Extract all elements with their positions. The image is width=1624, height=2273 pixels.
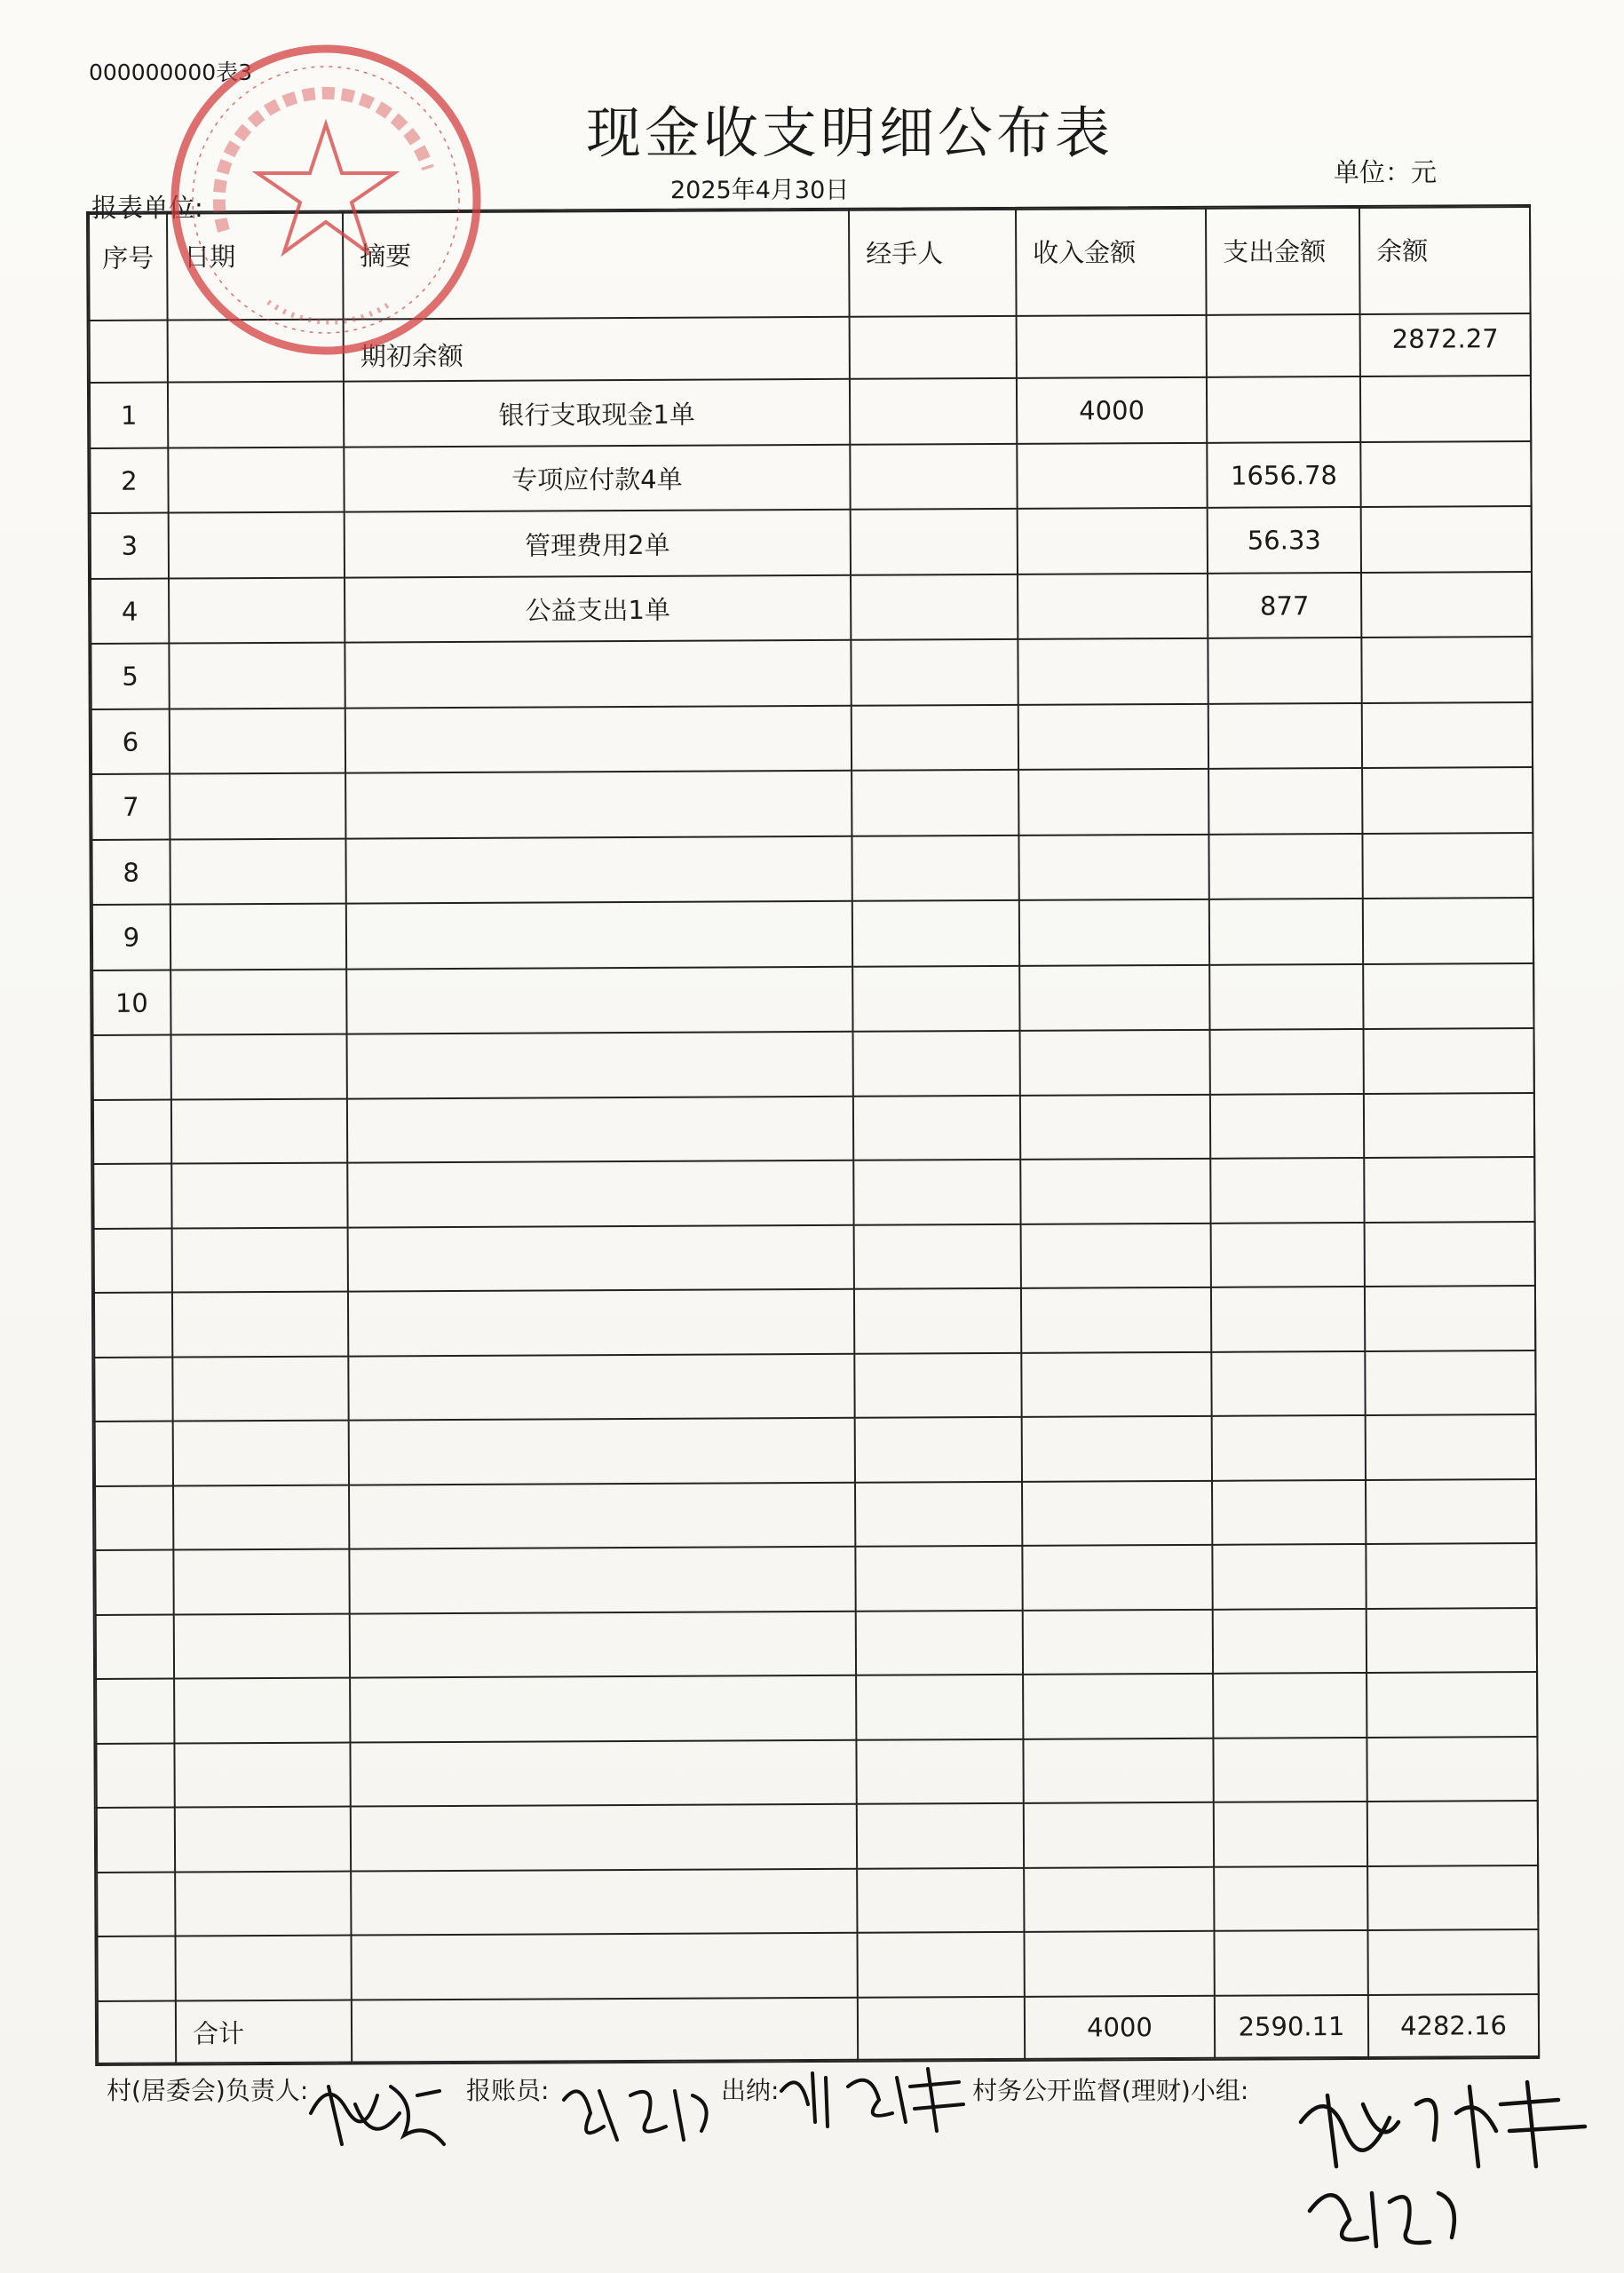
blank-row: [93, 1029, 1534, 1100]
row-expense: 877: [1208, 573, 1361, 638]
table-cell: [853, 1031, 1020, 1096]
table-cell: [349, 1483, 855, 1549]
table-cell: [856, 1675, 1023, 1739]
table-cell: [1214, 1802, 1367, 1866]
table-cell: [1022, 1545, 1212, 1611]
table-row: [90, 441, 1531, 513]
row-balance: [1361, 572, 1532, 638]
table-cell: [1365, 1286, 1535, 1350]
table-cell: [1367, 1865, 1538, 1930]
row-expense: [1208, 638, 1361, 703]
table-cell: [174, 1742, 350, 1807]
table-cell: [352, 1998, 858, 2063]
row-summary: 银行支取现金1单: [344, 379, 850, 447]
row-balance: [1362, 833, 1533, 899]
row-expense: [1208, 768, 1362, 834]
total-balance: 4282.16: [1368, 1994, 1539, 2057]
row-handler: [852, 966, 1019, 1032]
report-unit-label: 报表单位:: [91, 193, 203, 223]
blank-row: [94, 1286, 1535, 1357]
table-cell: [347, 1160, 853, 1227]
table-cell: [857, 1803, 1024, 1868]
table-cell: [856, 1739, 1023, 1804]
table-cell: [855, 1546, 1022, 1611]
column-header-income: 收入金额: [1016, 209, 1207, 316]
row-income: [1019, 965, 1209, 1032]
table-cell: [175, 1936, 351, 2001]
column-header-expense: 支出金额: [1206, 208, 1360, 315]
table-cell: [853, 1096, 1020, 1160]
table-cell: [1021, 1352, 1211, 1418]
table-cell: [173, 1485, 349, 1549]
row-expense: [1208, 834, 1362, 899]
row-date: [168, 382, 344, 447]
table-row: [91, 572, 1532, 644]
total-income: 4000: [1025, 1996, 1215, 2059]
table-cell: [350, 1612, 856, 1678]
table-cell: [1367, 1672, 1537, 1737]
table-cell: [171, 1099, 347, 1164]
row-date: [168, 447, 344, 513]
table-row: [90, 376, 1531, 448]
opening-balance-value: 2872.27: [1360, 313, 1531, 376]
blank-row: [97, 1801, 1538, 1872]
table-cell: [95, 1422, 173, 1486]
table-cell: [1207, 314, 1360, 377]
table-cell: [1365, 1222, 1535, 1287]
row-seq: 5: [91, 644, 169, 709]
row-handler: [850, 444, 1017, 510]
row-seq: 7: [91, 774, 170, 840]
table-cell: [1024, 1931, 1214, 1997]
column-header-handler: 经手人: [849, 210, 1017, 317]
table-cell: [348, 1354, 854, 1421]
table-cell: [1211, 1351, 1365, 1416]
table-cell: [173, 1421, 349, 1485]
opening-balance-label: 期初余额: [344, 317, 850, 382]
row-date: [170, 773, 345, 839]
total-row: [98, 1994, 1539, 2063]
cashier-signature-label: 出纳:: [721, 2076, 780, 2105]
row-summary: [345, 706, 852, 773]
row-income: [1018, 704, 1208, 771]
table-cell: [96, 1743, 174, 1808]
row-income: [1018, 638, 1208, 705]
row-balance: [1361, 638, 1532, 703]
table-cell: [1022, 1481, 1212, 1547]
accountant-signature-label: 报账员:: [466, 2076, 550, 2105]
blank-row: [94, 1350, 1535, 1422]
table-cell: [351, 1869, 857, 1936]
blank-row: [94, 1222, 1535, 1293]
table-cell: [1367, 1801, 1538, 1865]
row-income: 4000: [1017, 377, 1207, 444]
row-handler: [851, 509, 1018, 574]
table-cell: [1210, 1094, 1364, 1159]
table-cell: [1212, 1415, 1366, 1480]
row-handler: [852, 705, 1018, 771]
table-cell: [1213, 1609, 1367, 1674]
table-cell: [854, 1224, 1021, 1289]
table-cell: [1214, 1930, 1367, 1996]
total-label: 合计: [176, 2000, 352, 2063]
table-cell: [95, 1550, 173, 1615]
supervision-group-label: 村务公开监督(理财)小组:: [972, 2076, 1249, 2105]
table-cell: [1024, 1867, 1214, 1933]
table-cell: [854, 1288, 1021, 1353]
row-balance: [1362, 768, 1533, 834]
column-header-seq: 序号: [89, 214, 168, 321]
row-income: [1018, 769, 1208, 836]
row-balance: [1363, 963, 1533, 1029]
table-cell: [348, 1289, 854, 1356]
row-expense: [1207, 376, 1360, 442]
table-cell: [1213, 1738, 1367, 1802]
row-summary: [345, 640, 851, 708]
table-cell: [857, 1868, 1024, 1933]
table-cell: [94, 1228, 172, 1293]
table-row: [91, 638, 1532, 709]
table-cell: [1017, 315, 1207, 379]
table-row: [92, 963, 1533, 1035]
row-seq: 8: [91, 840, 170, 906]
row-seq: 6: [91, 709, 170, 775]
table-cell: [350, 1675, 856, 1742]
row-date: [169, 512, 345, 578]
table-cell: [349, 1547, 855, 1613]
table-cell: [97, 1936, 175, 2001]
row-expense: 56.33: [1208, 507, 1361, 573]
table-cell: [94, 1357, 172, 1422]
table-cell: [96, 1614, 174, 1679]
table-cell: [90, 321, 168, 384]
table-cell: [96, 1679, 174, 1744]
table-cell: [94, 1293, 172, 1358]
table-cell: [349, 1418, 855, 1485]
row-summary: 专项应付款4单: [344, 445, 850, 512]
table-cell: [1020, 1095, 1210, 1160]
supervision-handwritten-signatures: [1292, 2069, 1612, 2255]
table-cell: [1364, 1029, 1534, 1094]
row-income: [1018, 835, 1208, 901]
table-cell: [855, 1482, 1022, 1547]
table-cell: [857, 1932, 1024, 1998]
table-cell: [1367, 1608, 1537, 1673]
leader-signature-label: 村(居委会)负责人:: [107, 2076, 309, 2105]
table-cell: [1023, 1738, 1213, 1804]
table-row: [91, 507, 1532, 579]
row-summary: 公益支出1单: [345, 575, 851, 643]
table-cell: [175, 1871, 351, 1936]
table-cell: [1365, 1350, 1535, 1415]
row-seq: 4: [91, 579, 169, 645]
row-handler: [851, 574, 1018, 640]
row-handler: [852, 900, 1019, 966]
table-row: [91, 702, 1533, 774]
table-cell: [175, 1807, 351, 1872]
row-date: [170, 839, 345, 905]
row-date: [169, 643, 345, 709]
row-income: [1018, 574, 1208, 640]
row-handler: [852, 836, 1018, 901]
blank-row: [96, 1608, 1537, 1679]
blank-row: [96, 1737, 1537, 1808]
row-expense: [1209, 964, 1363, 1030]
row-summary: [345, 771, 852, 838]
row-balance: [1361, 507, 1532, 573]
row-seq: 2: [90, 448, 168, 514]
table-cell: [1367, 1737, 1537, 1802]
table-cell: [855, 1417, 1022, 1482]
table-cell: [1021, 1287, 1211, 1353]
table-cell: [351, 1933, 857, 2000]
row-expense: 1656.78: [1207, 442, 1360, 508]
table-cell: [1023, 1674, 1213, 1739]
table-cell: [1366, 1414, 1536, 1479]
row-seq: 9: [92, 905, 170, 970]
blank-row: [96, 1672, 1537, 1743]
row-summary: [346, 901, 852, 969]
table-cell: [1021, 1224, 1211, 1289]
table-cell: [1364, 1093, 1534, 1158]
row-income: [1018, 508, 1208, 574]
table-cell: [98, 2001, 176, 2063]
table-header-row: [89, 207, 1531, 321]
table-cell: [95, 1485, 173, 1550]
row-seq: 3: [91, 513, 169, 579]
total-expense: 2590.11: [1215, 1995, 1368, 2058]
table-cell: [172, 1227, 348, 1292]
row-date: [170, 709, 345, 774]
table-cell: [174, 1678, 350, 1743]
table-cell: [348, 1225, 854, 1292]
table-cell: [853, 1160, 1020, 1224]
table-cell: [1023, 1610, 1213, 1675]
row-balance: [1363, 899, 1533, 964]
table-cell: [174, 1613, 350, 1678]
leader-handwritten-signature: [293, 2060, 462, 2166]
blank-row: [95, 1479, 1536, 1550]
row-summary: [345, 836, 852, 904]
table-cell: [854, 1353, 1021, 1418]
row-balance: [1360, 441, 1531, 507]
row-balance: [1360, 376, 1531, 442]
table-cell: [168, 320, 344, 383]
table-cell: [347, 1032, 853, 1098]
table-cell: [1364, 1157, 1534, 1222]
table-cell: [93, 1099, 171, 1164]
table-cell: [172, 1292, 348, 1357]
row-summary: [346, 967, 852, 1034]
row-handler: [850, 378, 1017, 444]
cashier-handwritten-signature: [772, 2051, 977, 2149]
table-cell: [1022, 1416, 1212, 1482]
row-date: [169, 578, 345, 644]
table-cell: [171, 1163, 347, 1228]
table-cell: [1212, 1544, 1366, 1609]
table-cell: [173, 1549, 349, 1614]
row-summary: 管理费用2单: [345, 510, 851, 577]
row-seq: 1: [90, 383, 168, 448]
row-expense: [1209, 899, 1363, 964]
currency-unit: 单位：元: [1334, 157, 1438, 187]
table-cell: [1211, 1223, 1365, 1287]
opening-balance-row: [90, 313, 1531, 383]
table-cell: [1024, 1802, 1214, 1868]
table-cell: [97, 1808, 175, 1873]
table-row: [91, 833, 1533, 905]
table-cell: [171, 1034, 347, 1099]
cash-ledger-table: [86, 204, 1540, 2066]
table-cell: [1210, 1158, 1364, 1223]
table-cell: [1367, 1929, 1538, 1995]
table-cell: [1212, 1480, 1366, 1545]
report-date: 2025年4月30日: [670, 177, 850, 204]
row-seq: 10: [92, 970, 170, 1036]
row-date: [170, 904, 346, 970]
page-title: 现金收支明细公布表: [586, 100, 1114, 165]
blank-row: [95, 1414, 1536, 1485]
table-cell: [1210, 1029, 1364, 1094]
blank-row: [93, 1157, 1534, 1228]
blank-row: [95, 1543, 1536, 1614]
row-handler: [852, 770, 1018, 836]
table-cell: [1213, 1673, 1367, 1738]
table-cell: [172, 1356, 348, 1421]
table-cell: [1020, 1030, 1210, 1096]
table-cell: [1366, 1543, 1536, 1608]
blank-row: [93, 1093, 1534, 1164]
column-header-summary: 摘要: [343, 210, 850, 320]
row-income: [1019, 899, 1209, 966]
table-cell: [856, 1611, 1023, 1675]
column-header-balance: 余额: [1359, 207, 1531, 314]
blank-row: [97, 1865, 1538, 1936]
row-balance: [1362, 702, 1533, 768]
row-date: [170, 970, 346, 1035]
column-header-date: 日期: [167, 213, 344, 321]
table-row: [92, 899, 1533, 970]
row-expense: [1208, 703, 1362, 769]
row-income: [1017, 443, 1207, 510]
table-cell: [1366, 1479, 1536, 1544]
table-cell: [1020, 1159, 1210, 1224]
table-cell: [97, 1872, 175, 1936]
accountant-handwritten-signature: [551, 2064, 728, 2162]
blank-row: [97, 1929, 1538, 2001]
table-cell: [93, 1035, 171, 1100]
table-cell: [93, 1164, 171, 1229]
table-cell: [1214, 1866, 1367, 1931]
table-row: [91, 768, 1533, 840]
table-cell: [351, 1804, 857, 1871]
table-cell: [858, 1997, 1025, 2060]
row-handler: [851, 639, 1018, 705]
table-cell: [850, 316, 1017, 379]
table-cell: [350, 1740, 856, 1807]
table-cell: [347, 1097, 853, 1163]
table-cell: [1211, 1287, 1365, 1351]
form-code: 000000000表3: [89, 59, 253, 85]
